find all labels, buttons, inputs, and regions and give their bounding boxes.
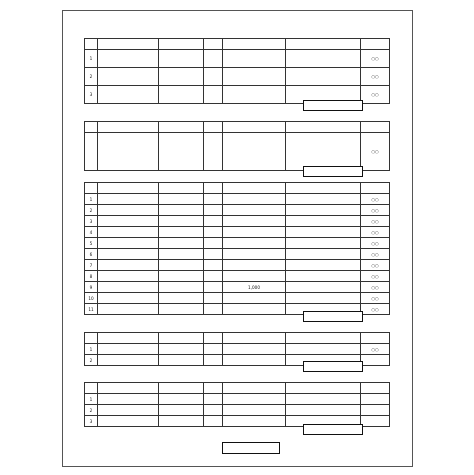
building-table: ○○ <box>84 121 390 171</box>
grand-total-box <box>222 442 280 454</box>
deposits-subtotal-box <box>303 311 363 322</box>
land-subtotal-box <box>303 100 363 111</box>
other-subtotal-box <box>303 424 363 435</box>
deemed-table: 1 ○○ 2 <box>84 332 390 366</box>
deemed-subtotal-box <box>303 361 363 372</box>
land-table: 1 ○○ 2 ○○ 3 ○○ <box>84 38 390 104</box>
building-subtotal-box <box>303 166 363 177</box>
deposits-table: 1 ○○ 2 ○○ 3 ○○ 4 ○○ 5 ○○ 6 ○○ 7 ○○ 8 ○○ 9 1,000 ○○ 10 ○○ 11 ○○ <box>84 182 390 315</box>
other-table: 1 2 3 <box>84 382 390 427</box>
